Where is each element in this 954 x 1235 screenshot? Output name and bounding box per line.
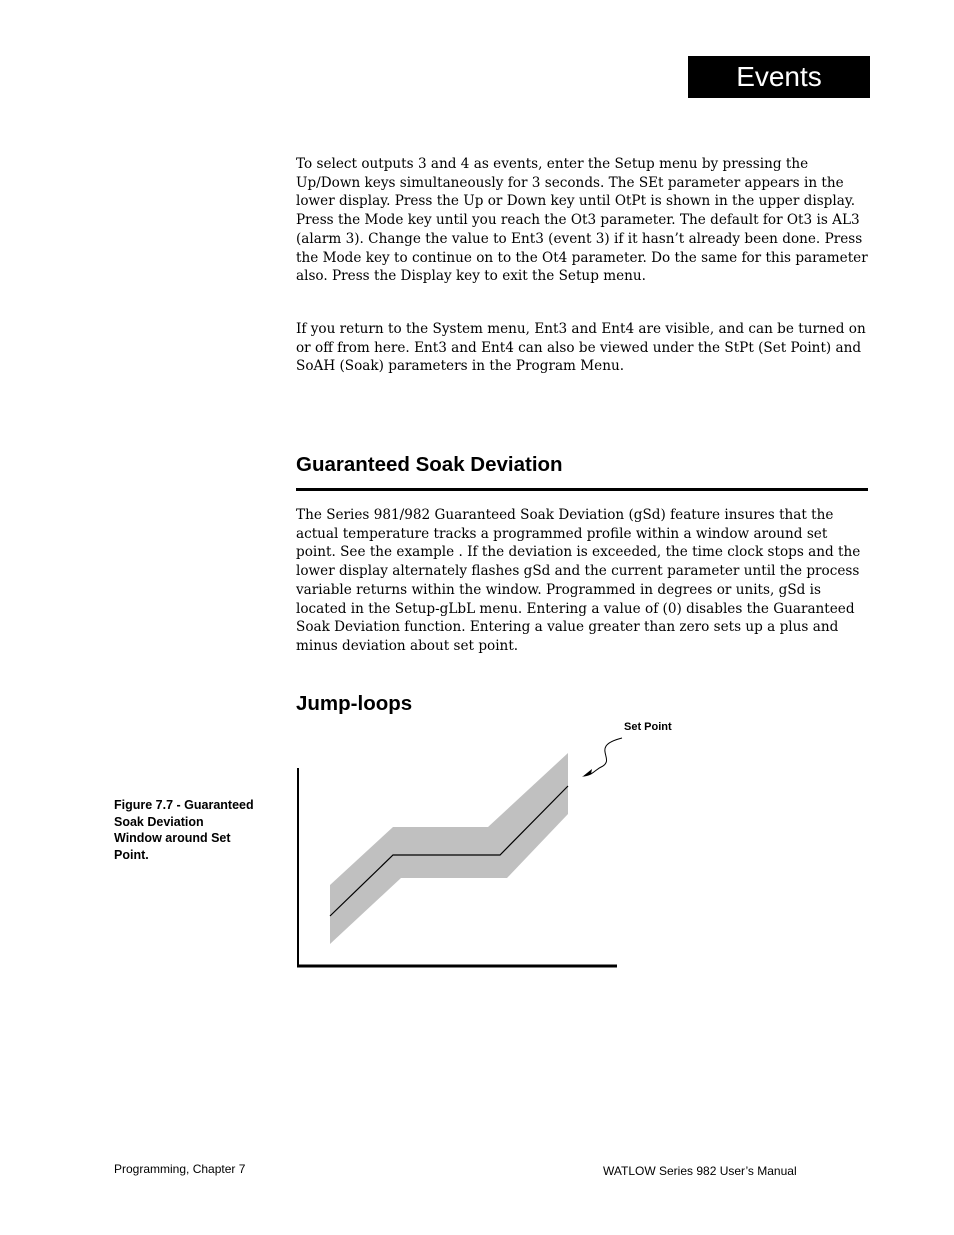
section-title: Events: [736, 61, 822, 92]
gsd-heading: Guaranteed Soak Deviation: [296, 453, 563, 476]
arrow-head-icon: [582, 769, 592, 777]
events-paragraph-2: If you return to the System menu, Ent3 and Ent4 are visible, and can be turned on or off from here. Ent3 and Ent4 can also be viewed under the StPt (Set Point) and SoAH (Soak) parameters in the Program Menu.: [296, 321, 866, 375]
heading-rule: [296, 488, 868, 491]
soak-deviation-figure: [290, 730, 630, 975]
set-point-callout-arrow: [584, 738, 622, 776]
figure-caption: Figure 7.7 - Guaranteed Soak Deviation Window around Set Point.: [114, 798, 254, 862]
events-paragraph-1: To select outputs 3 and 4 as events, enter the Setup menu by pressing the Up/Down keys simultaneously for 3 seconds. The SEt parameter appears in the lower display. Press the Up or Down key until OtPt is shown in the upper display. Press the Mode key until you reach the Ot3 parameter. The default for Ot3 is AL3 (alarm 3). Change the value to Ent3 (event 3) if it hasn’t already been done. Press the Mode key to continue on to the Ot4 parameter. Do the same for this parameter also. Press the Display key to exit the Setup menu.: [296, 156, 868, 285]
footer-chapter: Programming, Chapter 7: [114, 1162, 246, 1176]
footer-manual-title: WATLOW Series 982 User’s Manual: [603, 1164, 797, 1178]
set-point-label: Set Point: [624, 721, 672, 733]
jump-loops-heading: Jump-loops: [296, 692, 413, 715]
gsd-paragraph: The Series 981/982 Guaranteed Soak Deviation (gSd) feature insures that the actual temperature tracks a programmed profile within a window around set point. See the example . If the deviation is exceeded, the time clock stops and the lower display alternately flashes gSd and the current parameter until the process variable returns within the window. Programmed in degrees or units, gSd is located in the Setup-gLbL menu. Entering a value of (0) disables the Guaranteed Soak Deviation function. Entering a value greater than zero sets up a plus and minus deviation about set point.: [296, 507, 861, 654]
deviation-window-band: [330, 753, 568, 944]
section-title-tab: [688, 56, 870, 98]
